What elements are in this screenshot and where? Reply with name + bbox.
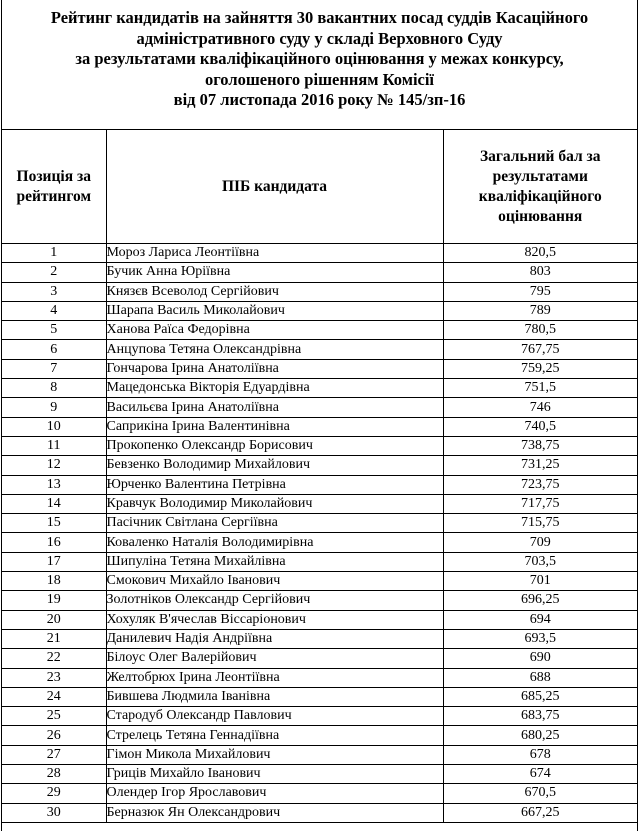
- candidate-name-cell: Князєв Всеволод Сергійович: [106, 282, 443, 301]
- score-cell: 723,75: [443, 475, 637, 494]
- score-cell: 690: [443, 649, 637, 668]
- table-row: [2, 475, 637, 494]
- table-row: [2, 282, 637, 301]
- rating-table: [2, 130, 637, 823]
- title-line: адміністративного суду у складі Верховного Суду: [136, 28, 503, 48]
- position-cell: 9: [2, 398, 106, 417]
- table-row: [2, 456, 637, 475]
- candidate-name-cell: Анцупова Тетяна Олександрівна: [106, 340, 443, 359]
- position-cell: 14: [2, 494, 106, 513]
- position-cell: 30: [2, 803, 106, 822]
- candidate-name-cell: Прокопенко Олександр Борисович: [106, 436, 443, 455]
- table-row: [2, 591, 637, 610]
- table-row: [2, 533, 637, 552]
- candidate-name-cell: Шарапа Василь Миколайович: [106, 301, 443, 320]
- table-row: [2, 687, 637, 706]
- candidate-name-cell: Коваленко Наталія Володимирівна: [106, 533, 443, 552]
- position-cell: 5: [2, 321, 106, 340]
- candidate-name-cell: Ханова Раїса Федорівна: [106, 321, 443, 340]
- table-row: [2, 398, 637, 417]
- candidate-name-cell: Гімон Микола Михайлович: [106, 745, 443, 764]
- candidate-name-cell: Бившева Людмила Іванівна: [106, 687, 443, 706]
- table-row: [2, 514, 637, 533]
- score-cell: 667,25: [443, 803, 637, 822]
- table-row: [2, 359, 637, 378]
- candidate-name-cell: Грицiв Михайло Іванович: [106, 765, 443, 784]
- position-cell: 16: [2, 533, 106, 552]
- score-cell: 685,25: [443, 687, 637, 706]
- table-row: [2, 572, 637, 591]
- score-cell: 780,5: [443, 321, 637, 340]
- score-cell: 701: [443, 572, 637, 591]
- candidate-name-cell: Пасічник Світлана Сергіївна: [106, 514, 443, 533]
- position-cell: 2: [2, 263, 106, 282]
- table-row: [2, 726, 637, 745]
- title-line: Рейтинг кандидатів на зайняття 30 вакантних посад суддів Касаційного: [50, 8, 589, 27]
- position-cell: 29: [2, 784, 106, 803]
- table-row: [2, 707, 637, 726]
- position-cell: 4: [2, 301, 106, 320]
- table-row: [2, 417, 637, 436]
- score-cell: 738,75: [443, 436, 637, 455]
- table-row: [2, 494, 637, 513]
- candidate-name-cell: Юрченко Валентина Петрівна: [106, 475, 443, 494]
- position-cell: 24: [2, 687, 106, 706]
- document-title: [2, 0, 637, 130]
- table-row: [2, 610, 637, 629]
- position-cell: 18: [2, 572, 106, 591]
- table-row: [2, 784, 637, 803]
- candidate-name-cell: Гончарова Ірина Анатоліївна: [106, 359, 443, 378]
- position-cell: 7: [2, 359, 106, 378]
- score-cell: 674: [443, 765, 637, 784]
- score-cell: 803: [443, 263, 637, 282]
- header-score: Загальний бал за результатами кваліфікаційного оцінювання: [443, 130, 637, 244]
- position-cell: 19: [2, 591, 106, 610]
- candidate-name-cell: Саприкіна Ірина Валентинівна: [106, 417, 443, 436]
- candidate-name-cell: Желтобрюх Ірина Леонтіївна: [106, 668, 443, 687]
- title-line: від 07 листопада 2016 року № 145/зп-16: [173, 90, 466, 109]
- score-cell: 694: [443, 610, 637, 629]
- position-cell: 6: [2, 340, 106, 359]
- table-row: [2, 379, 637, 398]
- position-cell: 26: [2, 726, 106, 745]
- score-cell: 688: [443, 668, 637, 687]
- rating-document: [1, 0, 638, 831]
- candidate-name-cell: Стародуб Олександр Павлович: [106, 707, 443, 726]
- table-row: [2, 668, 637, 687]
- candidate-name-cell: Данилевич Надія Андріївна: [106, 629, 443, 648]
- position-cell: 12: [2, 456, 106, 475]
- header-position: Позиція за рейтингом: [2, 130, 106, 244]
- table-row: [2, 340, 637, 359]
- position-cell: 23: [2, 668, 106, 687]
- score-cell: 693,5: [443, 629, 637, 648]
- table-row: [2, 436, 637, 455]
- score-cell: 759,25: [443, 359, 637, 378]
- position-cell: 21: [2, 629, 106, 648]
- score-cell: 767,75: [443, 340, 637, 359]
- candidate-name-cell: Бевзенко Володимир Михайлович: [106, 456, 443, 475]
- score-cell: 820,5: [443, 244, 637, 263]
- table-row: [2, 649, 637, 668]
- candidate-name-cell: Васильєва Ірина Анатоліївна: [106, 398, 443, 417]
- position-cell: 8: [2, 379, 106, 398]
- header-name: ПІБ кандидата: [106, 130, 443, 244]
- position-cell: 13: [2, 475, 106, 494]
- table-row: [2, 244, 637, 263]
- table-row: [2, 321, 637, 340]
- table-row: [2, 803, 637, 822]
- candidate-name-cell: Золотніков Олександр Сергійович: [106, 591, 443, 610]
- score-cell: 740,5: [443, 417, 637, 436]
- candidate-name-cell: Бучик Анна Юріївна: [106, 263, 443, 282]
- score-cell: 709: [443, 533, 637, 552]
- position-cell: 17: [2, 552, 106, 571]
- score-cell: 789: [443, 301, 637, 320]
- table-row: [2, 263, 637, 282]
- table-row: [2, 765, 637, 784]
- candidate-name-cell: Шипуліна Тетяна Михайлівна: [106, 552, 443, 571]
- candidate-name-cell: Берназюк Ян Олександрович: [106, 803, 443, 822]
- score-cell: 746: [443, 398, 637, 417]
- score-cell: 683,75: [443, 707, 637, 726]
- candidate-name-cell: Стрелець Тетяна Геннадіївна: [106, 726, 443, 745]
- candidate-name-cell: Хохуляк В'ячеслав Віссаріонович: [106, 610, 443, 629]
- table-row: [2, 301, 637, 320]
- candidate-name-cell: Олендер Ігор Ярославович: [106, 784, 443, 803]
- position-cell: 22: [2, 649, 106, 668]
- score-cell: 696,25: [443, 591, 637, 610]
- table-row: [2, 745, 637, 764]
- position-cell: 27: [2, 745, 106, 764]
- position-cell: 3: [2, 282, 106, 301]
- candidate-name-cell: Смокович Михайло Іванович: [106, 572, 443, 591]
- position-cell: 1: [2, 244, 106, 263]
- title-line: оголошеного рішенням Комісії: [204, 69, 435, 89]
- table-row: [2, 629, 637, 648]
- score-cell: 751,5: [443, 379, 637, 398]
- score-cell: 795: [443, 282, 637, 301]
- position-cell: 28: [2, 765, 106, 784]
- score-cell: 678: [443, 745, 637, 764]
- score-cell: 680,25: [443, 726, 637, 745]
- position-cell: 20: [2, 610, 106, 629]
- score-cell: 717,75: [443, 494, 637, 513]
- position-cell: 15: [2, 514, 106, 533]
- position-cell: 10: [2, 417, 106, 436]
- position-cell: 11: [2, 436, 106, 455]
- score-cell: 670,5: [443, 784, 637, 803]
- score-cell: 731,25: [443, 456, 637, 475]
- table-body: [2, 244, 637, 823]
- table-row: [2, 552, 637, 571]
- score-cell: 703,5: [443, 552, 637, 571]
- candidate-name-cell: Кравчук Володимир Миколайович: [106, 494, 443, 513]
- candidate-name-cell: Мацедонська Вікторія Едуардівна: [106, 379, 443, 398]
- table-header-row: [2, 130, 637, 244]
- score-cell: 715,75: [443, 514, 637, 533]
- position-cell: 25: [2, 707, 106, 726]
- candidate-name-cell: Мороз Лариса Леонтіївна: [106, 244, 443, 263]
- title-line: за результатами кваліфікаційного оцінювання у межах конкурсу,: [75, 49, 564, 68]
- candidate-name-cell: Білоус Олег Валерійович: [106, 649, 443, 668]
